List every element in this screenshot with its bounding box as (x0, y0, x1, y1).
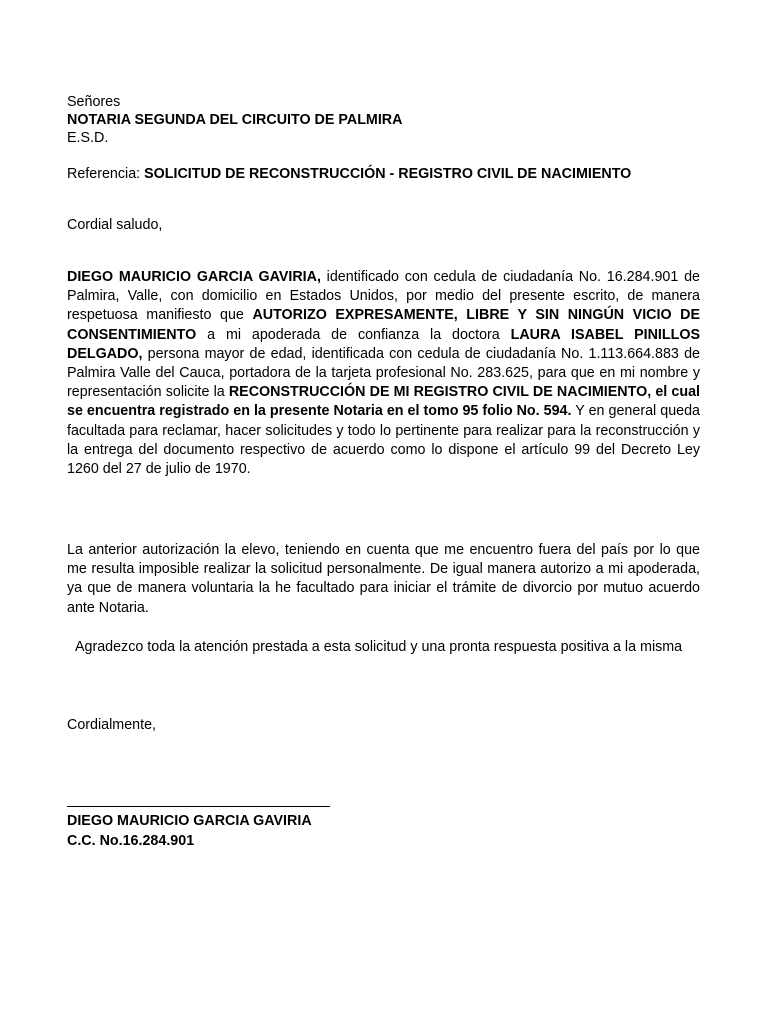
authorization-paragraph (67, 268, 700, 479)
salutation-to: Señores (67, 94, 121, 110)
paragraph-text: persona mayor de edad, identificada con cedula de ciudadanía No. 1.113.664.883 de Palmira Valle del Cauca, portadora de la tarjeta profesional No. 283.625, para que en mi nombre y representación solicite la (67, 345, 700, 401)
closing: Cordialmente, (67, 717, 156, 733)
reference-text: SOLICITUD DE RECONSTRUCCIÓN - REGISTRO CIVIL DE NACIMIENTO (144, 166, 632, 182)
recipient-name: NOTARIA SEGUNDA DEL CIRCUITO DE PALMIRA (67, 112, 403, 128)
greeting: Cordial saludo, (67, 217, 163, 233)
signature-line (67, 806, 330, 807)
paragraph-text: a mi apoderada de confianza la doctora (196, 326, 511, 343)
request-subject: RECONSTRUCCIÓN DE MI REGISTRO CIVIL DE NACIMIENTO, el cual se encuentra registrado en la presente Notaria en el tomo 95 folio No. 594. (67, 384, 700, 420)
grantor-name: DIEGO MAURICIO GARCIA GAVIRIA, (67, 269, 321, 285)
reference-line (67, 165, 631, 184)
signer-id: C.C. No.16.284.901 (67, 833, 195, 849)
thanks-paragraph: Agradezco toda la atención prestada a esta solicitud y una pronta respuesta positiva a la misma (67, 639, 683, 655)
signer-name: DIEGO MAURICIO GARCIA GAVIRIA (67, 813, 312, 829)
attorney-name: LAURA ISABEL PINILLOS DELGADO, (67, 326, 700, 362)
esd-line: E.S.D. (67, 130, 109, 146)
paragraph-text: Y en general queda facultada para reclamar, hacer solicitudes y todo lo pertinente para realizar para la reconstrucción y la entrega del documento respectivo de acuerdo como lo dispone el artículo 99 del Decreto Ley 1260 del 27 de julio de 1970. (67, 403, 700, 478)
reference-label: Referencia: (67, 166, 141, 182)
reason-paragraph: La anterior autorización la elevo, teniendo en cuenta que me encuentro fuera del país por lo que me resulta imposible realizar la solicitud personalmente. De igual manera autorizo a mi apoderada, ya que de manera voluntaria la he facultado para iniciar el trámite de divorcio por mutuo acuerdo ante Notaria. (67, 542, 700, 616)
authorization-statement: AUTORIZO EXPRESAMENTE, LIBRE Y SIN NINGÚN VICIO DE CONSENTIMIENTO (67, 307, 701, 343)
paragraph-text: identificado con cedula de ciudadanía No. 16.284.901 de Palmira, Valle, con domicilio en Estados Unidos, por medio del presente escrito, de manera respetuosa manifiesto que (67, 269, 700, 324)
